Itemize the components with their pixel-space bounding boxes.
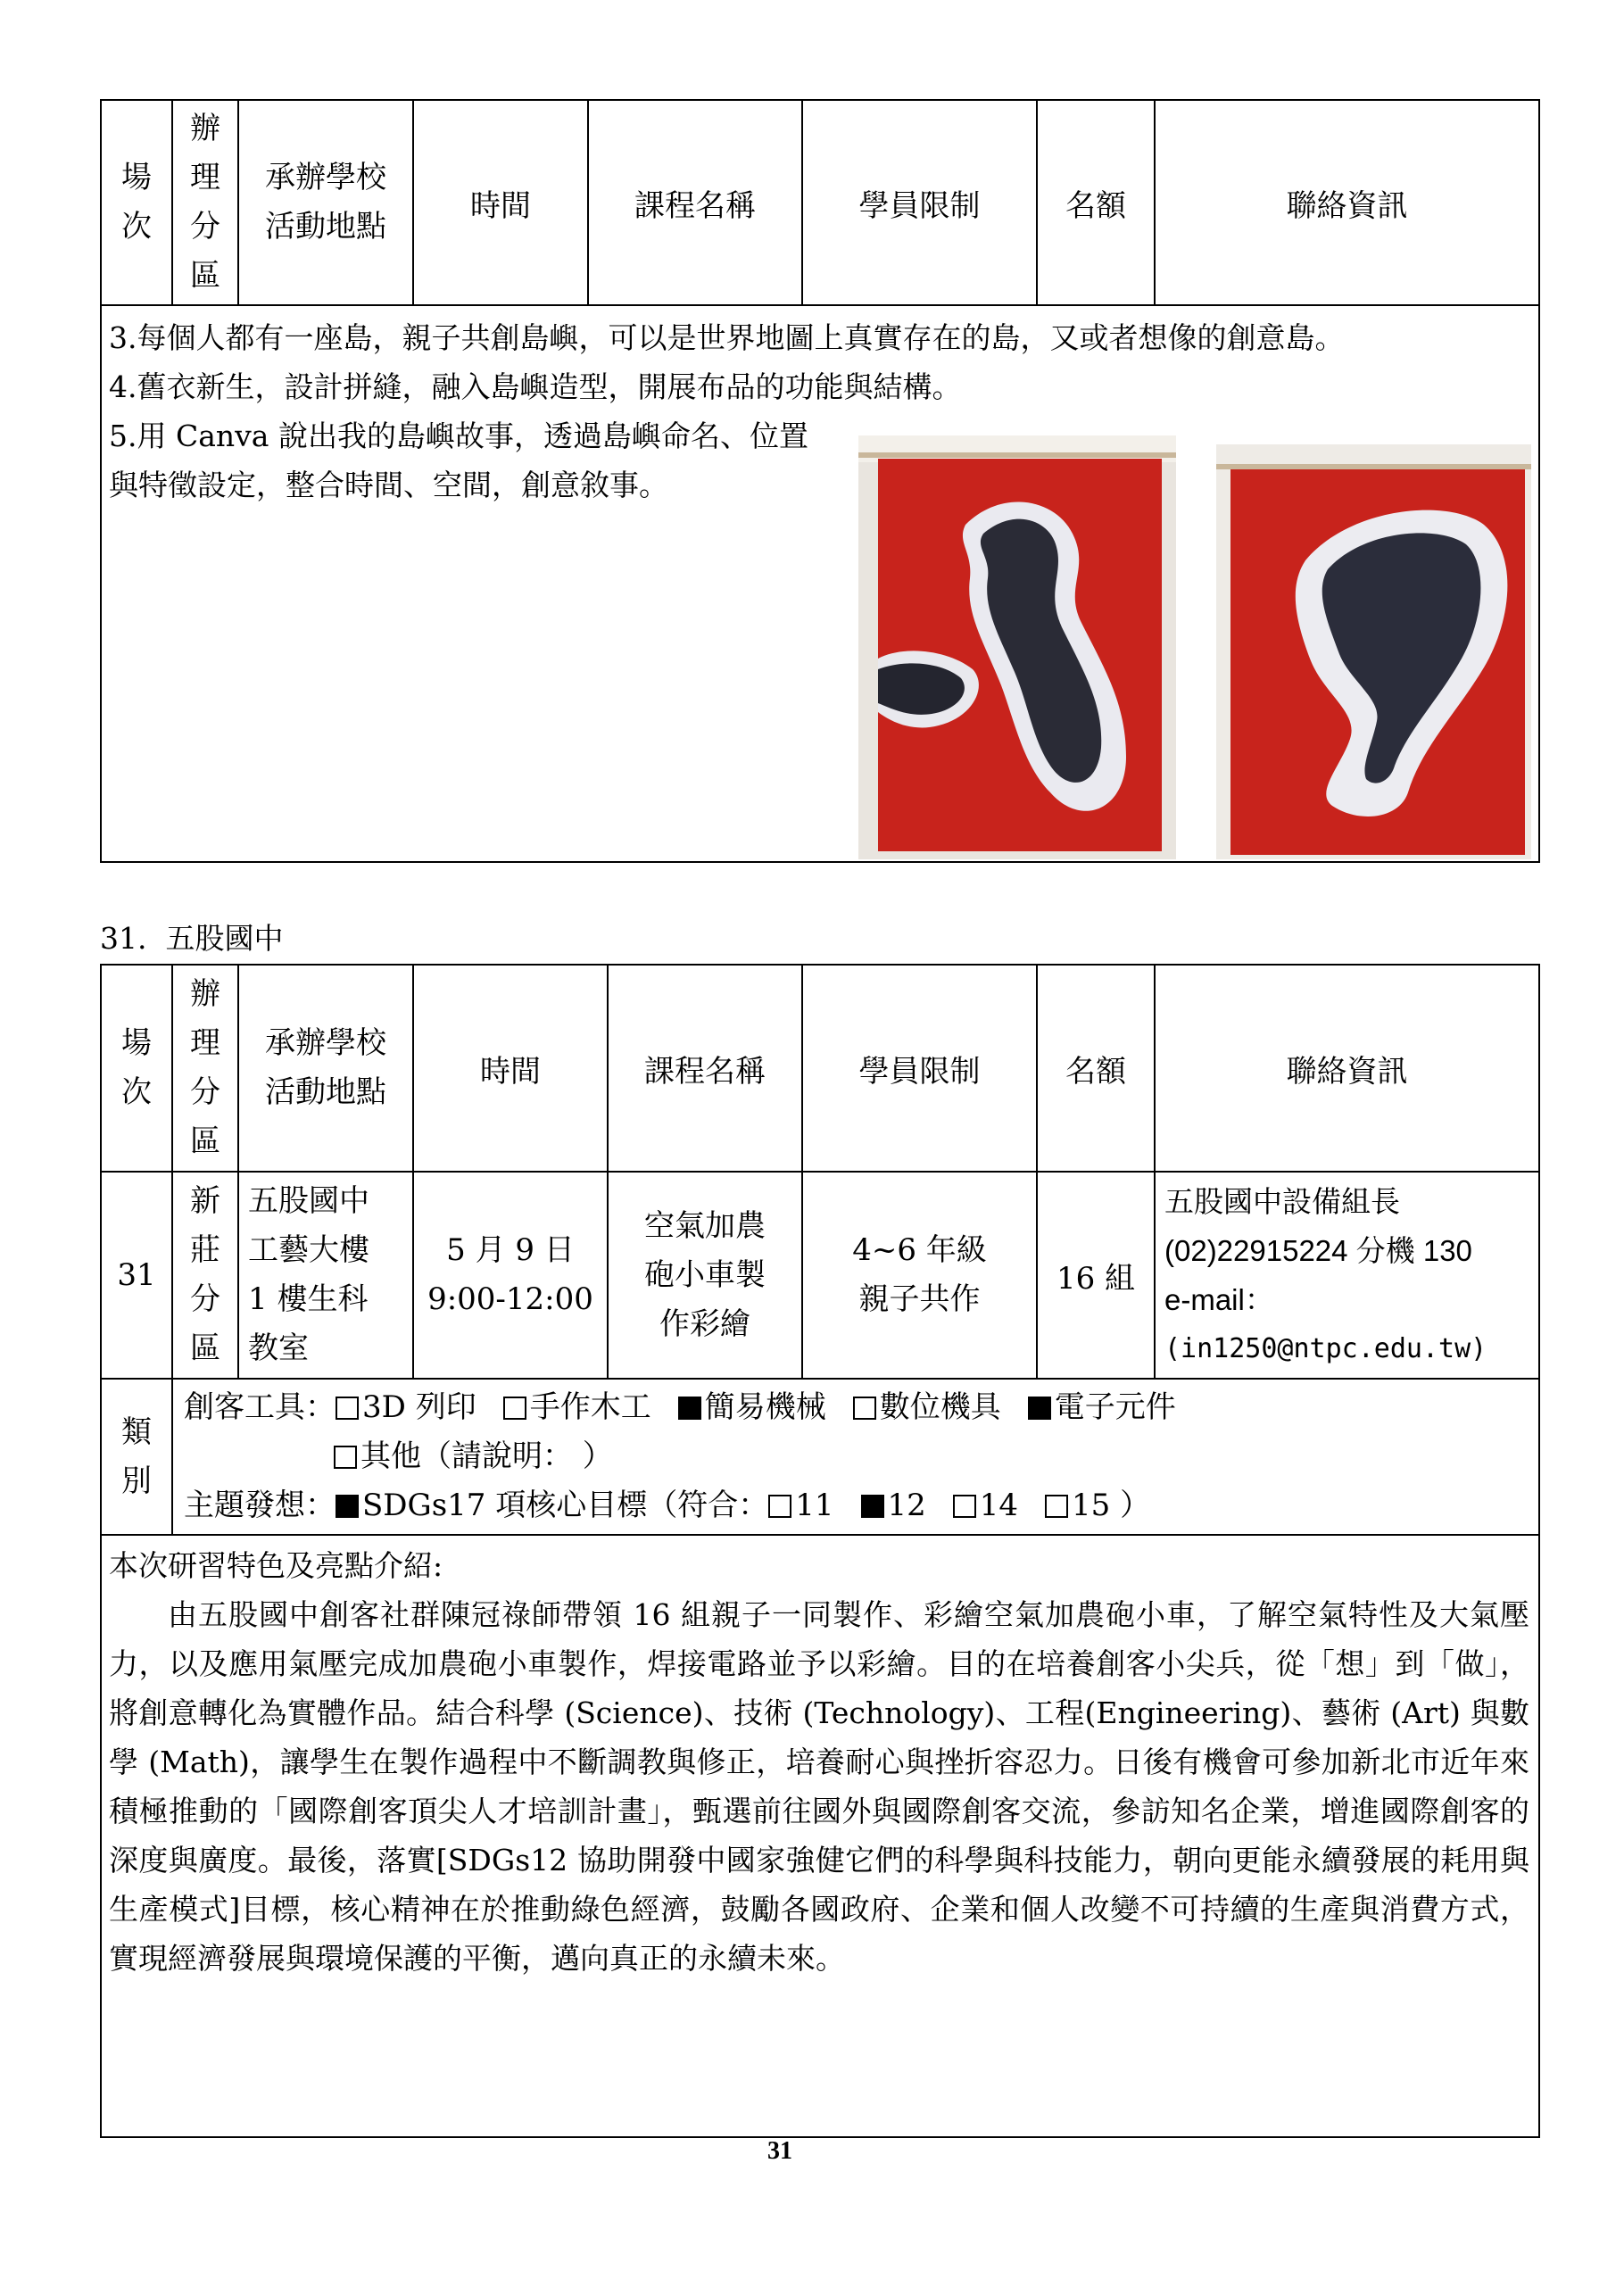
checkbox-sdg[interactable] — [336, 1495, 359, 1518]
table-row — [101, 1172, 1539, 1379]
header-quota: 名額 — [1037, 965, 1155, 1172]
checkbox-sdg-14[interactable] — [953, 1495, 976, 1518]
checkbox-other[interactable] — [334, 1446, 357, 1469]
sdg-14-label: 14 — [979, 1488, 1019, 1523]
checkbox-digital[interactable] — [853, 1397, 876, 1420]
district-value: 新 莊 分 區 — [172, 1172, 238, 1379]
features-body: 由五股國中創客社群陳冠祿師帶領 16 組親子一同製作、彩繪空氣加農砲小車，了解空氣特性及大氣壓力，以及應用氣壓完成加農砲小車製作，焊接電路並予以彩繪。目的在培養創客小尖兵，從「想」到「做」，將創意轉化為實體作品。結合科學 (Science)、技術 (Technology)、工程(Engineering)、藝術 (Art) 與數學 (Math)，讓學生在製作過程中不斷調教與修正，培養耐心與挫折容忍力。日後有機會可參加新北市近年來積極推動的「國際創客頂尖人才培訓計畫」，甄選前往國外與國際創客交流，參訪知名企業，增進國際創客的深度與廣度。最後，落實[SDGs12 協助開發中國家強健它們的科學與科技能力，朝向更能永續發展的耗用與生產模式]目標，核心精神在於推動綠色經濟，鼓勵各國政府、企業和個人改變不可持續的生產與消費方式，實現經濟發展與環境保護的平衡，邁向真正的永續未來。 — [109, 1597, 1529, 1976]
section-title: 31. 五股國中 — [100, 921, 284, 956]
header-course: 課程名稱 — [588, 100, 802, 305]
header-session: 場 次 — [101, 100, 172, 305]
category-content — [172, 1379, 1539, 1535]
header-contact: 聯絡資訊 — [1155, 100, 1539, 305]
checkbox-3d[interactable] — [336, 1397, 359, 1420]
contact-value — [1155, 1172, 1539, 1379]
opt-other-label: 其他（請說明： ） — [360, 1438, 613, 1474]
header-contact: 聯絡資訊 — [1155, 965, 1539, 1172]
header-limit: 學員限制 — [802, 965, 1037, 1172]
course-value: 空氣加農 砲小車製 作彩繪 — [608, 1172, 802, 1379]
header-time: 時間 — [413, 100, 588, 305]
opt-digital-label: 數位機具 — [879, 1389, 1001, 1425]
opt-mech-label: 簡易機械 — [704, 1389, 826, 1425]
school-place-value: 五股國中 工藝大樓 1 樓生科 教室 — [238, 1172, 413, 1379]
sdg-12-label: 12 — [887, 1488, 926, 1523]
contact-phone: (02)22915224 分機 130 — [1164, 1234, 1472, 1267]
header-session: 場 次 — [101, 965, 172, 1172]
opt-3d-label: 3D 列印 — [362, 1389, 476, 1425]
item-5: 5.用 Canva 說出我的島嶼故事，透過島嶼命名、位置與特徵設定，整合時間、空間，創意敘事。 — [109, 419, 808, 502]
header-district: 辦 理 分 區 — [172, 965, 238, 1172]
island-fabric-photo-2 — [1216, 444, 1531, 859]
page-number: 31 — [767, 2137, 792, 2165]
contact-title: 五股國中設備組長 — [1164, 1184, 1400, 1219]
time-value: 5 月 9 日 9:00-12:00 — [413, 1172, 608, 1379]
category-label: 類 別 — [101, 1379, 172, 1535]
quota-value: 16 組 — [1037, 1172, 1155, 1379]
checkbox-elec[interactable] — [1028, 1397, 1051, 1420]
features-cell — [101, 1535, 1539, 2137]
tools-prefix: 創客工具： — [184, 1389, 336, 1425]
session-number: 31 — [101, 1172, 172, 1379]
header-district: 辦 理 分 區 — [172, 100, 238, 305]
checkbox-mech[interactable] — [678, 1397, 701, 1420]
header-limit: 學員限制 — [802, 100, 1037, 305]
header-quota: 名額 — [1037, 100, 1155, 305]
main-table — [100, 964, 1540, 2138]
item-3: 3.每個人都有一座島，親子共創島嶼，可以是世界地圖上真實存在的島，又或者想像的創意島。 — [109, 320, 1345, 355]
island-fabric-photo-1 — [858, 435, 1176, 859]
checkbox-wood[interactable] — [503, 1397, 526, 1420]
opt-elec-label: 電子元件 — [1054, 1389, 1176, 1425]
checkbox-sdg-11[interactable] — [768, 1495, 791, 1518]
checkbox-sdg-15[interactable] — [1045, 1495, 1068, 1518]
contact-email: (in1250@ntpc.edu.tw) — [1164, 1333, 1487, 1364]
theme-sdg-label: SDGs17 項核心目標（符合： — [362, 1488, 769, 1523]
features-title: 本次研習特色及亮點介紹: — [109, 1548, 443, 1583]
header-course: 課程名稱 — [608, 965, 802, 1172]
checkbox-sdg-12[interactable] — [861, 1495, 884, 1518]
header-school-place: 承辦學校 活動地點 — [238, 100, 413, 305]
header-time: 時間 — [413, 965, 608, 1172]
theme-prefix: 主題發想： — [184, 1488, 336, 1523]
sdg-15-label: 15 ） — [1072, 1488, 1151, 1523]
limit-value: 4~6 年級 親子共作 — [802, 1172, 1037, 1379]
sdg-11-label: 11 — [795, 1488, 834, 1523]
opt-wood-label: 手作木工 — [529, 1389, 651, 1425]
contact-email-label: e-mail： — [1164, 1283, 1274, 1316]
header-school-place: 承辦學校 活動地點 — [238, 965, 413, 1172]
item-4: 4.舊衣新生，設計拼縫，融入島嶼造型，開展布品的功能與結構。 — [109, 369, 962, 404]
